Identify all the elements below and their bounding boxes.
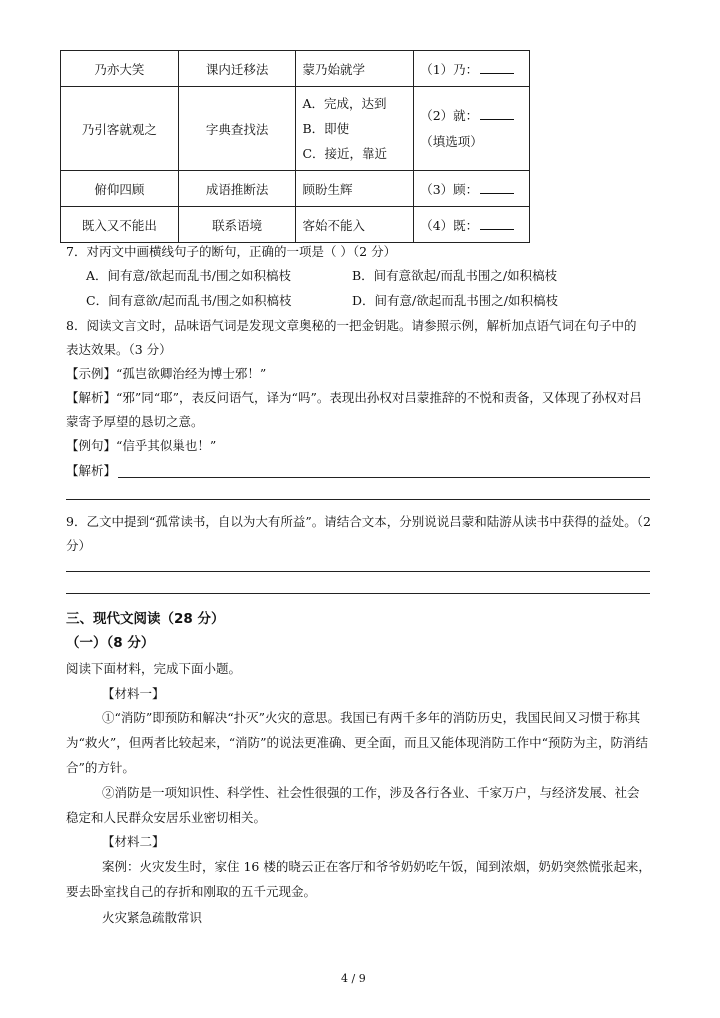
answer-cell: （4）既： — [414, 207, 530, 243]
clue-cell: 顾盼生辉 — [296, 171, 414, 207]
vocab-table — [60, 50, 530, 243]
phrase-cell: 既入又不能出 — [61, 207, 179, 243]
q7-option-d[interactable]: D．间有意/欲起而乱书围之/如积槁枝 — [352, 293, 558, 308]
method-cell: 联系语境 — [178, 207, 296, 243]
phrase-cell: 乃引客就观之 — [61, 87, 179, 171]
clue-cell: 蒙乃始就学 — [296, 51, 414, 87]
answer-note: （填选项） — [420, 133, 483, 149]
q8-sentence: 【例句】“信乎其似巢也！” — [66, 438, 217, 453]
phrase-cell: 乃亦大笑 — [61, 51, 179, 87]
q7-stem: 7．对丙文中画横线句子的断句，正确的一项是（ ）（2 分） — [66, 244, 397, 259]
m1-p2-line2: 稳定和人民群众安居乐业密切相关。 — [66, 810, 267, 825]
q8-answer-line[interactable] — [118, 477, 650, 478]
answer-blank[interactable] — [480, 219, 514, 230]
method-cell: 课内迁移法 — [178, 51, 296, 87]
q9-answer-line[interactable] — [66, 593, 650, 594]
option-b: B．即使 — [302, 121, 350, 136]
m1-p1-line1: ①“消防”即预防和解决“扑灭”火灾的意思。我国已有两千多年的消防历史，我国民间又习惯于称其 — [102, 710, 641, 725]
q7-option-b[interactable]: B．间有意欲起/而乱书围之/如积槁枝 — [352, 268, 558, 283]
table-row — [61, 87, 530, 171]
page-number: 4 / 9 — [341, 972, 366, 985]
clue-cell: 客始不能入 — [296, 207, 414, 243]
table-row — [61, 207, 530, 243]
q7-option-a[interactable]: A．间有意/欲起而乱书/围之如积槁枝 — [86, 268, 291, 283]
material1-title: 【材料一】 — [102, 686, 165, 701]
table-row — [61, 171, 530, 207]
q8-answer-line[interactable] — [66, 499, 650, 500]
answer-cell: （2）就： （填选项） — [414, 87, 530, 171]
method-cell: 成语推断法 — [178, 171, 296, 207]
option-c: C．接近，靠近 — [302, 146, 388, 161]
q8-answer-label: 【解析】 — [66, 463, 117, 478]
m1-p1-line2: 为“救火”，但两者比较起来，“消防”的说法更准确、更全面，而且又能体现消防工作中“预防为主，防消结 — [66, 735, 648, 750]
method-cell: 字典查找法 — [178, 87, 296, 171]
m2-line2: 要去卧室找自己的存折和刚取的五千元现金。 — [66, 884, 317, 899]
clue-cell — [296, 87, 414, 171]
answer-blank[interactable] — [480, 109, 514, 120]
instruction: 阅读下面材料，完成下面小题。 — [66, 661, 242, 676]
q7-option-c[interactable]: C．间有意欲/起而乱书/围之如积槁枝 — [86, 293, 292, 308]
q8-analysis-line1: 【解析】“邪”同“耶”，表反问语气，译为“吗”。表现出孙权对吕蒙推辞的不悦和责备，又体现了孙权对吕 — [66, 390, 642, 405]
section-title: 三、现代文阅读（28 分） — [66, 611, 225, 627]
m2-line3: 火灾紧急疏散常识 — [102, 910, 203, 925]
q9-stem-line1: 9．乙文中提到“孤常读书，自以为大有所益”。请结合文本，分别说说吕蒙和陆游从读书中获得的益处。（2 — [66, 514, 651, 529]
option-a: A．完成，达到 — [302, 96, 387, 111]
q8-stem-line1: 8．阅读文言文时，品味语气词是发现文章奥秘的一把金钥匙。请参照示例，解析加点语气词在句子中的 — [66, 318, 637, 333]
m1-p1-line3: 合”的方针。 — [66, 760, 135, 775]
q9-stem-line2: 分） — [66, 538, 92, 553]
m1-p2-line1: ②消防是一项知识性、科学性、社会性很强的工作，涉及各行各业、千家万户，与经济发展、社会 — [102, 785, 640, 800]
q8-stem-line2: 表达效果。（3 分） — [66, 342, 172, 357]
q8-analysis-line2: 蒙寄予厚望的恳切之意。 — [66, 414, 204, 429]
m2-line1: 案例：火灾发生时，家住 16 楼的晓云正在客厅和爷爷奶奶吃午饭，闻到浓烟，奶奶突然慌张起来， — [102, 859, 651, 874]
answer-blank[interactable] — [480, 183, 514, 194]
q8-example: 【示例】“孤岂欲卿治经为博士邪！” — [66, 366, 267, 381]
answer-cell: （3）顾： — [414, 171, 530, 207]
part-title: （一）（8 分） — [66, 635, 155, 651]
answer-cell: （1）乃： — [414, 51, 530, 87]
table-row — [61, 51, 530, 87]
answer-blank[interactable] — [480, 63, 514, 74]
material2-title: 【材料二】 — [102, 834, 165, 849]
phrase-cell: 俯仰四顾 — [61, 171, 179, 207]
q9-answer-line[interactable] — [66, 571, 650, 572]
